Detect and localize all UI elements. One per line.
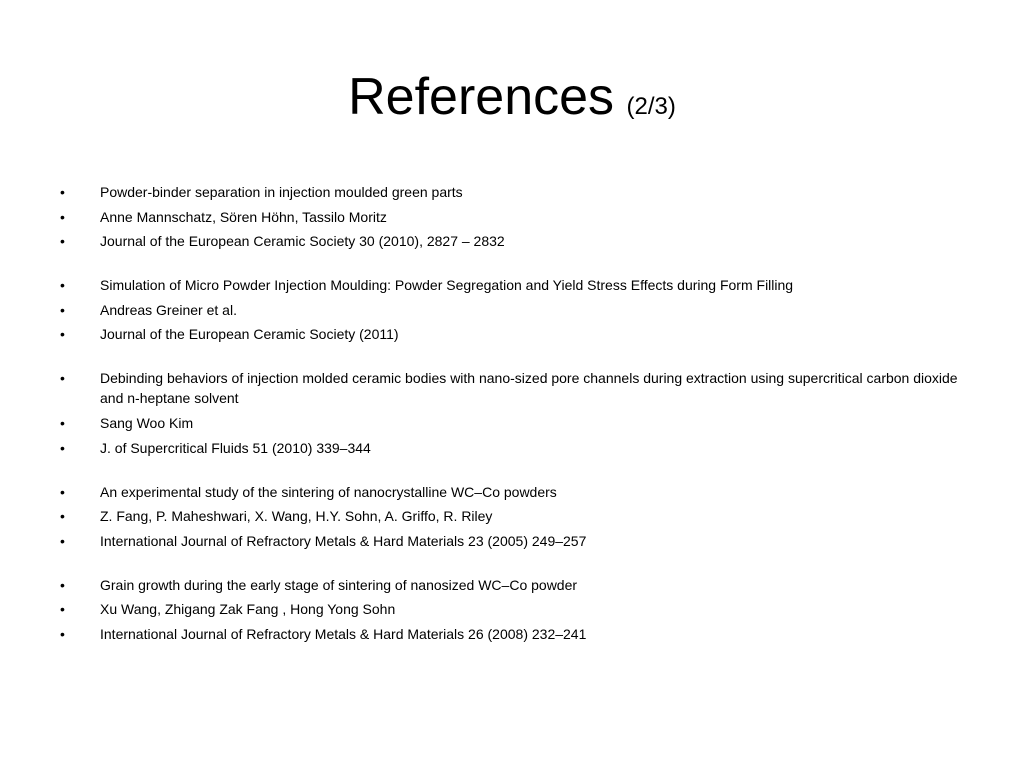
reference-authors-item xyxy=(60,207,970,227)
reference-source: Journal of the European Ceramic Society 30 (2010), 2827 – 2832 xyxy=(100,233,505,250)
bullet-icon: • xyxy=(60,508,65,525)
reference-source-item xyxy=(60,231,970,251)
bullet-icon: • xyxy=(60,576,65,593)
reference-group xyxy=(60,575,970,644)
bullet-icon: • xyxy=(60,233,65,250)
bullet-icon: • xyxy=(60,326,65,343)
reference-title: Simulation of Micro Powder Injection Moulding: Powder Segregation and Yield Stress Effects during Form Filling xyxy=(100,277,794,294)
slide-title-text: References xyxy=(348,68,615,126)
reference-title: Grain growth during the early stage of sintering of nanosized WC–Co powder xyxy=(100,576,578,593)
bullet-icon: • xyxy=(60,483,65,500)
bullet-icon: • xyxy=(60,625,65,642)
reference-authors-item xyxy=(60,300,970,320)
reference-title-item xyxy=(60,368,970,408)
reference-list xyxy=(60,182,970,668)
bullet-icon: • xyxy=(60,370,65,387)
bullet-icon: • xyxy=(60,532,65,549)
reference-group xyxy=(60,275,970,344)
reference-source-item xyxy=(60,438,970,458)
reference-authors: Anne Mannschatz, Sören Höhn, Tassilo Moritz xyxy=(100,208,387,225)
reference-source: International Journal of Refractory Metals & Hard Materials 23 (2005) 249–257 xyxy=(100,532,587,549)
reference-authors-item xyxy=(60,599,970,619)
reference-authors: Sang Woo Kim xyxy=(100,414,194,431)
bullet-icon: • xyxy=(60,301,65,318)
reference-title: An experimental study of the sintering of nanocrystalline WC–Co powders xyxy=(100,483,557,500)
reference-source-item xyxy=(60,324,970,344)
reference-source-item xyxy=(60,624,970,644)
reference-title: Powder-binder separation in injection moulded green parts xyxy=(100,184,463,200)
bullet-icon: • xyxy=(60,601,65,618)
reference-group xyxy=(60,482,970,551)
reference-title: Debinding behaviors of injection molded ceramic bodies with nano-sized pore channels during extraction using supercritical carbon dioxide and n-heptane solvent xyxy=(100,370,958,407)
bullet-icon: • xyxy=(60,414,65,431)
bullet-icon: • xyxy=(60,208,65,225)
reference-authors: Z. Fang, P. Maheshwari, X. Wang, H.Y. Sohn, A. Griffo, R. Riley xyxy=(100,508,493,525)
bullet-icon: • xyxy=(60,277,65,294)
reference-group xyxy=(60,368,970,457)
reference-title-item xyxy=(60,182,970,202)
reference-source: J. of Supercritical Fluids 51 (2010) 339–344 xyxy=(100,439,371,456)
reference-title-item xyxy=(60,575,970,595)
reference-title-item xyxy=(60,275,970,295)
reference-authors-item xyxy=(60,413,970,433)
reference-source-item xyxy=(60,531,970,551)
reference-source: International Journal of Refractory Metals & Hard Materials 26 (2008) 232–241 xyxy=(100,625,587,642)
slide-page-indicator: (2/3) xyxy=(626,93,676,120)
bullet-icon: • xyxy=(60,184,65,200)
reference-authors: Andreas Greiner et al. xyxy=(100,301,237,318)
slide-title xyxy=(0,62,1024,145)
reference-group xyxy=(60,182,970,251)
reference-authors-item xyxy=(60,506,970,526)
reference-authors: Xu Wang, Zhigang Zak Fang , Hong Yong Sohn xyxy=(100,601,396,618)
reference-source: Journal of the European Ceramic Society (2011) xyxy=(100,326,399,343)
reference-title-item xyxy=(60,482,970,502)
bullet-icon: • xyxy=(60,439,65,456)
